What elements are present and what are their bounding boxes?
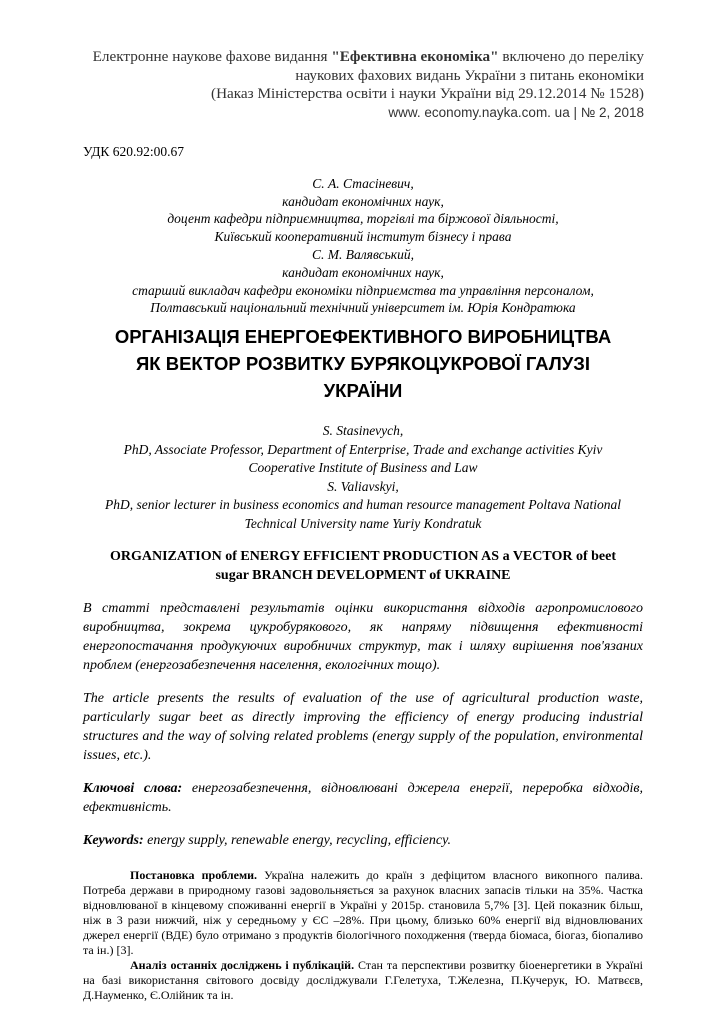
author-name: S. Stasinevych,: [322, 423, 404, 439]
author-name: С. М. Валявський,: [312, 247, 414, 262]
keywords-label: Ключові слова:: [83, 781, 183, 797]
paragraph-problem: [83, 868, 643, 958]
abstract-en: The article presents the results of evaluation of the use of agricultural production waste, particularly sugar beet as directly improving the efficiency of energy producing industrial structures and the way of solving related problems (energy supply of the population, environmental issues, etc.).: [83, 691, 643, 764]
page-column: [83, 48, 643, 1003]
title-line: ORGANIZATION of ENERGY EFFICIENT PRODUCTION AS a VECTOR of beet: [110, 549, 616, 565]
paragraph-heading: Постановка проблеми.: [130, 868, 258, 883]
title-line: ЯК ВЕКТОР РОЗВИТКУ БУРЯКОЦУКРОВОЇ ГАЛУЗІ: [136, 353, 590, 375]
author-info: Полтавський національний технічний університет ім. Юрія Кондратюка: [150, 300, 576, 316]
paragraph-analysis: [83, 958, 643, 1003]
journal-header: [83, 48, 644, 123]
paragraph-text: Стан та перспективи розвитку біоенергетики в Україні на базі використання світового досвіду досліджували Г.Гелетуха, Т.Железна, П.Кучерук, Ю. Матвєєв, Д.Науменко, Є.Олійник та ін.: [83, 958, 643, 1003]
keywords-text: energy supply, renewable energy, recycling, efficiency.: [143, 833, 452, 849]
author-info: доцент кафедри підприємництва, торгівлі та біржової діяльності,: [167, 211, 559, 227]
author-name: S. Valiavskyi,: [327, 478, 399, 494]
title-line: sugar BRANCH DEVELOPMENT of UKRAINE: [215, 568, 511, 584]
paragraph-heading: Аналіз останніх досліджень і публікацій.: [130, 958, 355, 973]
keywords-label: Keywords:: [83, 833, 144, 849]
udk-code: УДК 620.92:00.67: [83, 143, 185, 159]
title-ua: [83, 323, 643, 404]
keywords-text: енергозабезпечення, відновлювані джерела енергії, переробка відходів, ефективність.: [83, 781, 643, 816]
author-name: С. А. Стасіневич,: [312, 175, 414, 191]
journal-name: "Ефективна економіка": [331, 48, 499, 65]
authors-ua: [83, 175, 643, 317]
author-info: Cooperative Institute of Business and Law: [248, 460, 478, 476]
title-line: ОРГАНІЗАЦІЯ ЕНЕРГОЕФЕКТИВНОГО ВИРОБНИЦТВА: [114, 326, 612, 348]
journal-website-issue: www. economy.nayka.com. ua | № 2, 2018: [388, 105, 644, 121]
header-line-1: [83, 48, 644, 67]
header-line-3: (Наказ Міністерства освіти і науки України від 29.12.2014 № 1528): [211, 85, 644, 103]
author-info: Technical University name Yuriy Kondratuk: [244, 515, 482, 531]
author-info: кандидат економічних наук,: [282, 193, 444, 209]
title-en: [83, 547, 643, 585]
author-info: PhD, Associate Professor, Department of Enterprise, Trade and exchange activities Kyiv: [123, 441, 603, 457]
authors-en: [83, 422, 643, 533]
title-line: УКРАЇНИ: [323, 380, 403, 402]
author-info: Київський кооперативний інститут бізнесу і права: [214, 229, 512, 245]
header-text: Електронне наукове фахове видання: [92, 48, 332, 65]
keywords-en: [83, 831, 643, 850]
header-line-2: наукових фахових видань України з питань економіки: [295, 66, 644, 84]
header-text: включено до переліку: [498, 48, 644, 65]
author-info: PhD, senior lecturer in business economics and human resource management Poltava National: [105, 497, 621, 513]
author-info: старший викладач кафедри економіки підприємства та управління персоналом,: [132, 282, 594, 298]
author-info: кандидат економічних наук,: [282, 264, 444, 280]
paragraph-text: Україна належить до країн з дефіцитом власного викопного палива. Потреба держави в природному газові задовольняється за рахунок власних запасів тільки на 35%. Частка відновлюваної в кінцевому споживанні енергії в Україні у 2015р. становила 5,7% [3]. Цей показник більш, ніж в 3 рази нижчий, ніж у середньому у ЄС –28%. При цьому, близько 60% енергії від відновлюваних джерел енергії (ВДЕ) було отримано з продуктів біологічного походження (тверда біомаса, біогаз, біопаливо та ін.) [3].: [83, 868, 643, 958]
abstract-ua: В статті представлені результатів оцінки використання відходів агропромислового виробництва, зокрема цукробурякового, як напряму підвищення ефективності енергопостачання продукуючих виробничих структур, так і шляху вирішення пов'язаних проблем (енергозабезпечення населення, екологічних тощо).: [83, 601, 643, 674]
keywords-ua: [83, 779, 643, 817]
